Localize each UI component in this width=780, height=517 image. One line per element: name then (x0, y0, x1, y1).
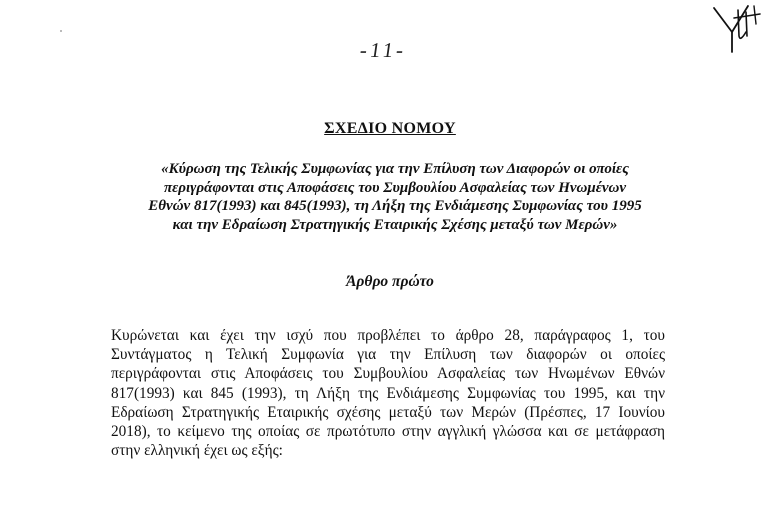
subtitle-line: Εθνών 817(1993) και 845(1993), τη Λήξη της Ενδιάμεσης Συμφωνίας του 1995 (148, 198, 642, 214)
subtitle-line: και την Εδραίωση Στρατηγικής Εταιρικής Σχέσης μεταξύ των Μερών» (172, 216, 618, 233)
article-heading: Άρθρο πρώτο (346, 273, 434, 290)
document-title: ΣΧΕΔΙΟ ΝΟΜΟΥ (324, 120, 456, 137)
body-line: Κυρώνεται και έχει την ισχύ που προβλέπει το άρθρο 28, παράγραφος 1, του (111, 327, 665, 344)
handwritten-signature-icon (710, 2, 766, 54)
body-line: Συντάγματος η Τελική Συμφωνία για την Επίλυση των διαφορών οι οποίες (111, 346, 665, 364)
body-line: περιγράφονται στις Αποφάσεις του Συμβουλίου Ασφαλείας των Ηνωμένων Εθνών (111, 365, 665, 383)
article-body-paragraph (111, 326, 665, 460)
body-line: Εδραίωση Στρατηγικής Εταιρικής σχέσης μεταξύ των Μερών (Πρέσπες, 17 Ιουνίου (111, 403, 665, 421)
body-line: 2018), το κείμενο της οποίας σε πρωτότυπο στην αγγλική γλώσσα και σε μετάφραση (111, 423, 665, 441)
subtitle-line: «Κύρωση της Τελικής Συμφωνίας για την Επίλυση των Διαφορών οι οποίες (161, 161, 629, 177)
page-number: -11- (358, 38, 408, 62)
body-line: 817(1993) και 845 (1993), τη Λήξη της Ενδιάμεσης Συμφωνίας του 1995, και την (111, 384, 665, 402)
bill-subtitle (100, 160, 690, 234)
body-line: στην ελληνική έχει ως εξής: (111, 442, 283, 460)
scan-speck (60, 30, 62, 32)
subtitle-line: περιγράφονται στις Αποφάσεις του Συμβουλίου Ασφαλείας των Ηνωμένων (163, 179, 627, 196)
